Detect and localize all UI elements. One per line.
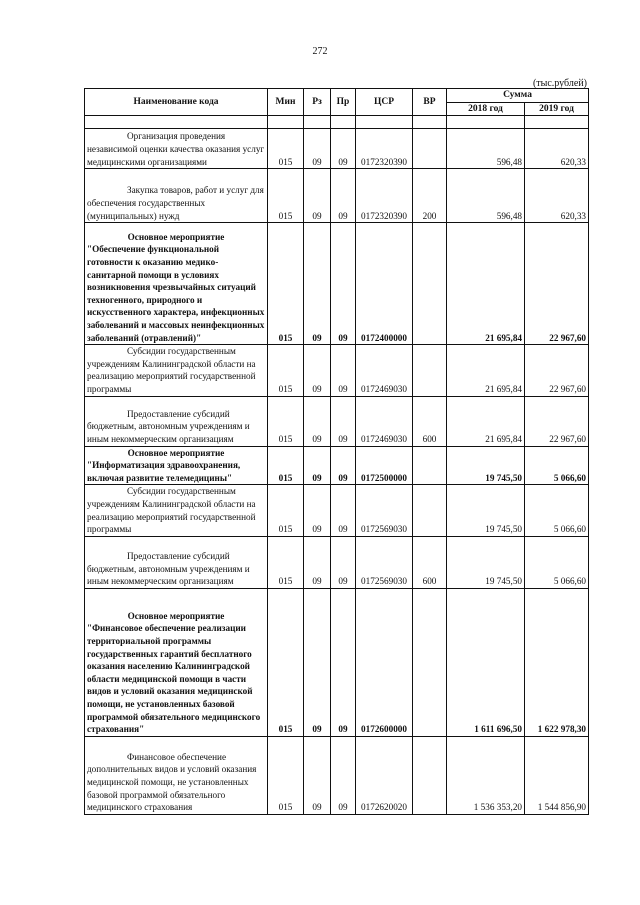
row-min: 015 bbox=[268, 129, 304, 169]
header-csr: ЦСР bbox=[356, 89, 413, 116]
header-vr: ВР bbox=[413, 89, 447, 116]
row-name: "Финансовое обеспечение реализации территориальной программы государственных гарантий бесплатного оказания населению Калининградской области медицинской помощи в части видов и условий оказания медицинской помощи, не установленных базовой программой обязательного медицинского страхования" bbox=[87, 623, 261, 735]
row-pr: 09 bbox=[331, 736, 356, 814]
row-csr: 0172569030 bbox=[356, 485, 413, 536]
row-min: 015 bbox=[268, 485, 304, 536]
table-row bbox=[85, 129, 589, 169]
row-2018: 596,48 bbox=[447, 129, 525, 169]
row-csr: 0172400000 bbox=[356, 223, 413, 345]
row-rz: 09 bbox=[304, 345, 331, 396]
row-2018: 1 611 696,50 bbox=[447, 588, 525, 736]
budget-table bbox=[84, 88, 589, 815]
row-2018: 21 695,84 bbox=[447, 345, 525, 396]
row-2018: 21 695,84 bbox=[447, 223, 525, 345]
table-row bbox=[85, 485, 589, 536]
row-2019: 1 622 978,30 bbox=[525, 588, 589, 736]
row-vr bbox=[413, 129, 447, 169]
row-min: 015 bbox=[268, 396, 304, 446]
row-csr: 0172469030 bbox=[356, 345, 413, 396]
row-rz: 09 bbox=[304, 446, 331, 485]
row-2018: 1 536 353,20 bbox=[447, 736, 525, 814]
row-vr bbox=[413, 223, 447, 345]
row-name: Предоставление субсидий бюджетным, автономным учреждениям и иным некоммерческим организациям bbox=[87, 550, 250, 587]
row-name-heading: Основное мероприятие bbox=[127, 231, 225, 242]
row-vr bbox=[413, 736, 447, 814]
table-row-main-activity bbox=[85, 223, 589, 345]
row-2018: 19 745,50 bbox=[447, 536, 525, 588]
header-name: Наименование кода bbox=[85, 89, 268, 116]
row-min: 015 bbox=[268, 736, 304, 814]
header-sum: Сумма bbox=[447, 89, 589, 103]
row-name-heading: Основное мероприятие bbox=[127, 610, 225, 621]
row-pr: 09 bbox=[331, 129, 356, 169]
row-name-heading: Основное мероприятие bbox=[127, 447, 225, 458]
header-min: Мин bbox=[268, 89, 304, 116]
row-2018: 19 745,50 bbox=[447, 485, 525, 536]
table-row bbox=[85, 396, 589, 446]
row-min: 015 bbox=[268, 223, 304, 345]
row-csr: 0172320390 bbox=[356, 169, 413, 223]
row-vr: 600 bbox=[413, 536, 447, 588]
row-csr: 0172469030 bbox=[356, 396, 413, 446]
header-rz: Рз bbox=[304, 89, 331, 116]
spacer-row bbox=[85, 116, 589, 129]
row-min: 015 bbox=[268, 169, 304, 223]
table-row bbox=[85, 736, 589, 814]
row-2018: 19 745,50 bbox=[447, 446, 525, 485]
row-name: Предоставление субсидий бюджетным, автономным учреждениям и иным некоммерческим организациям bbox=[87, 408, 250, 444]
row-pr: 09 bbox=[331, 446, 356, 485]
row-csr: 0172569030 bbox=[356, 536, 413, 588]
row-2019: 5 066,60 bbox=[525, 536, 589, 588]
row-rz: 09 bbox=[304, 129, 331, 169]
row-2019: 22 967,60 bbox=[525, 345, 589, 396]
row-2019: 5 066,60 bbox=[525, 446, 589, 485]
row-vr bbox=[413, 588, 447, 736]
row-vr bbox=[413, 485, 447, 536]
row-name: Финансовое обеспечение дополнительных видов и условий оказания медицинской помощи, не установленных базовой программой обязательного медицинского страхования bbox=[87, 751, 257, 813]
page-number: 272 bbox=[312, 46, 328, 57]
row-2019: 5 066,60 bbox=[525, 485, 589, 536]
row-pr: 09 bbox=[331, 588, 356, 736]
row-name: "Обеспечение функциональной готовности к оказанию медико-санитарной помощи в условиях возникновения чрезвычайных ситуаций техногенного, природного и искусственного характера, инфекционных заболеваний и массовых неинфекционных заболеваний (отравлений)" bbox=[87, 244, 265, 343]
row-vr bbox=[413, 446, 447, 485]
row-2019: 22 967,60 bbox=[525, 223, 589, 345]
row-name: "Информатизация здравоохранения, включая развитие телемедицины" bbox=[87, 460, 241, 483]
row-name: Организация проведения независимой оценки качества оказания услуг медицинскими организациями bbox=[87, 131, 265, 167]
row-2019: 620,33 bbox=[525, 169, 589, 223]
table-row-main-activity bbox=[85, 446, 589, 485]
row-min: 015 bbox=[268, 536, 304, 588]
row-rz: 09 bbox=[304, 396, 331, 446]
row-min: 015 bbox=[268, 446, 304, 485]
row-pr: 09 bbox=[331, 536, 356, 588]
table-row bbox=[85, 169, 589, 223]
row-2018: 21 695,84 bbox=[447, 396, 525, 446]
table-row-main-activity bbox=[85, 588, 589, 736]
header-row-1 bbox=[85, 89, 589, 103]
row-rz: 09 bbox=[304, 169, 331, 223]
header-2018: 2018 год bbox=[447, 102, 525, 116]
table-row bbox=[85, 345, 589, 396]
row-pr: 09 bbox=[331, 345, 356, 396]
row-2018: 596,48 bbox=[447, 169, 525, 223]
row-csr: 0172500000 bbox=[356, 446, 413, 485]
row-vr bbox=[413, 345, 447, 396]
row-pr: 09 bbox=[331, 485, 356, 536]
row-pr: 09 bbox=[331, 169, 356, 223]
row-rz: 09 bbox=[304, 485, 331, 536]
row-min: 015 bbox=[268, 345, 304, 396]
row-csr: 0172600000 bbox=[356, 588, 413, 736]
row-min: 015 bbox=[268, 588, 304, 736]
header-2019: 2019 год bbox=[525, 102, 589, 116]
row-rz: 09 bbox=[304, 736, 331, 814]
row-name: Закупка товаров, работ и услуг для обеспечения государственных (муниципальных) нужд bbox=[87, 185, 264, 221]
row-vr: 600 bbox=[413, 396, 447, 446]
table-row bbox=[85, 536, 589, 588]
row-2019: 1 544 856,90 bbox=[525, 736, 589, 814]
row-csr: 0172320390 bbox=[356, 129, 413, 169]
row-rz: 09 bbox=[304, 536, 331, 588]
row-rz: 09 bbox=[304, 588, 331, 736]
row-vr: 200 bbox=[413, 169, 447, 223]
row-pr: 09 bbox=[331, 223, 356, 345]
row-pr: 09 bbox=[331, 396, 356, 446]
row-rz: 09 bbox=[304, 223, 331, 345]
row-csr: 0172620020 bbox=[356, 736, 413, 814]
row-name: Субсидии государственным учреждениям Калининградской области на реализацию мероприятий государственной программы bbox=[87, 486, 256, 535]
header-pr: Пр bbox=[331, 89, 356, 116]
row-2019: 620,33 bbox=[525, 129, 589, 169]
row-2019: 22 967,60 bbox=[525, 396, 589, 446]
row-name: Субсидии государственным учреждениям Калининградской области на реализацию мероприятий государственной программы bbox=[87, 346, 256, 394]
units-label: (тыс.рублей) bbox=[532, 78, 587, 89]
